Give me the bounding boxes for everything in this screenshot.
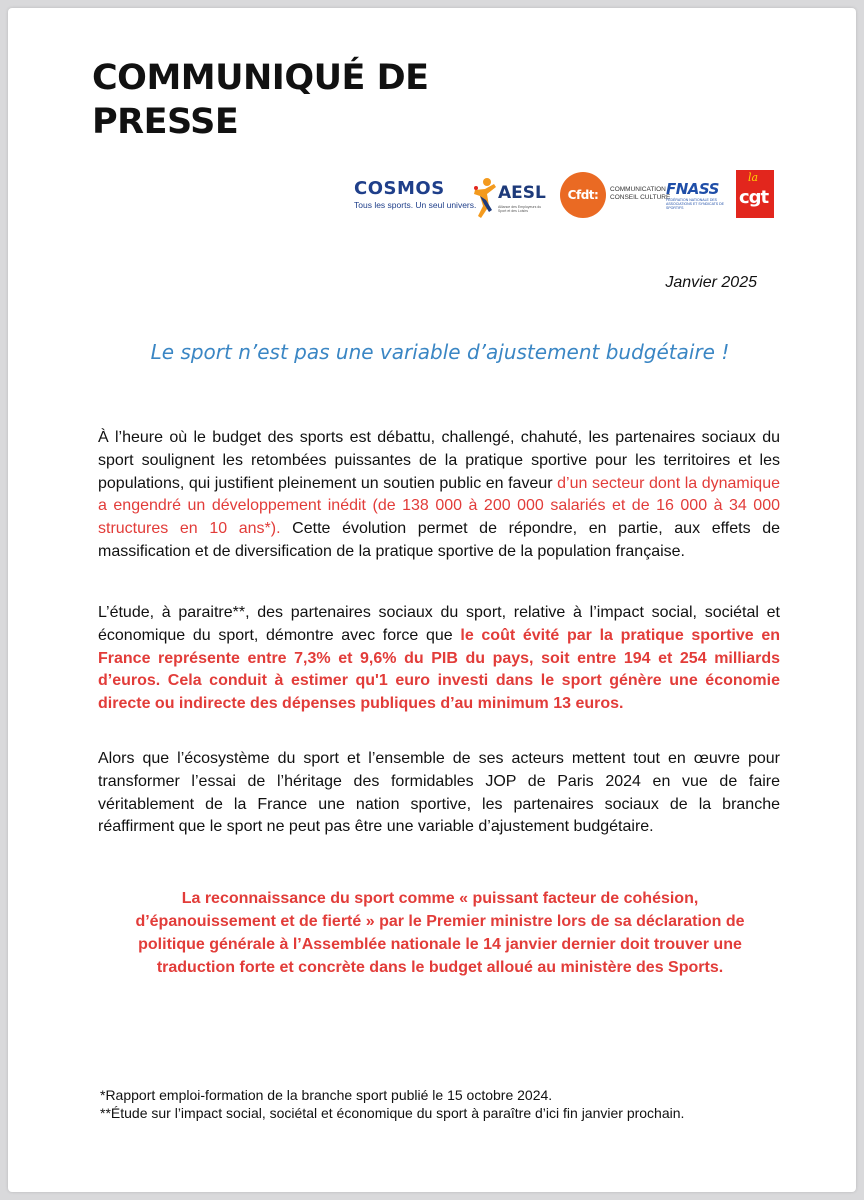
callout-line-3: politique générale à l’Assemblée nationale le 14 janvier dernier doit trouver une <box>138 936 742 953</box>
paragraph-1-text: À l’heure où le budget des sports est débattu, challengé, chahuté, les partenaires sociaux du sport soulignent les retombées puissantes de la pratique sportive pour les territoires et les populations, qui justifient pleinement un soutien public en faveur <box>98 429 780 492</box>
cosmos-logo-tagline: Tous les sports. Un seul univers. <box>354 200 477 210</box>
paragraph-2 <box>98 602 780 716</box>
cfdt-logo-text <box>610 186 670 202</box>
headline: Le sport n’est pas une variable d’ajustement budgétaire ! <box>150 340 730 364</box>
footnote-2: **Étude sur l’impact social, sociétal et économique du sport à paraître d’ici fin janvier prochain. <box>100 1105 685 1121</box>
aesl-logo-subtitle: Alliance des Employeurs du Sport et des Loisirs <box>498 205 542 213</box>
cgt-logo-name: cgt <box>739 187 769 208</box>
cgt-logo-la: la <box>748 171 759 184</box>
paragraph-1 <box>98 427 780 564</box>
partner-logos <box>354 168 774 228</box>
title-line-1: COMMUNIQUÉ DE <box>92 58 429 98</box>
press-release-date: Janvier 2025 <box>665 274 757 291</box>
callout-line-2: d’épanouissement et de fierté » par le Premier ministre lors de sa déclaration de <box>135 913 745 930</box>
footnote-1: *Rapport emploi-formation de la branche sport publié le 15 octobre 2024. <box>100 1087 553 1103</box>
paragraph-3: Alors que l’écosystème du sport et l’ensemble de ses acteurs mettent tout en œuvre pour transformer l’essai de l’héritage des formidables JOP de Paris 2024 en vue de faire véritablement de la France une nation sportive, les partenaires sociaux de la branche réaffirment que le sport ne peut pas être une variable d’ajustement budgétaire. <box>98 750 780 836</box>
paragraph-2-highlight: le coût évité par la pratique sportive en France représente entre 7,3% et 9,6% du PIB du pays, soit entre 194 et 254 milliards d’euros. Cela conduit à estimer qu'1 euro investi dans le sport génère une économie directe ou indirecte des dépenses publiques d’au minimum 13 euros. <box>98 626 780 713</box>
fnass-logo <box>666 180 732 210</box>
footnotes <box>100 1086 800 1122</box>
cfdt-logo <box>560 172 670 222</box>
cgt-logo <box>736 170 774 218</box>
title-line-2: PRESSE <box>92 102 239 142</box>
cfdt-logo-line-2: CONSEIL CULTURE <box>610 194 671 201</box>
paragraph-1-highlight: d’un secteur dont la dynamique a engendré un développement inédit (de 138 000 à 200 000 salariés et de 16 000 à 34 000 structures en 10 ans*). <box>98 474 780 538</box>
callout-statement <box>98 887 782 979</box>
cfdt-logo-line-1: COMMUNICATION <box>610 186 666 193</box>
page-title <box>92 56 592 144</box>
callout-line-4: traduction forte et concrète dans le budget alloué au ministère des Sports. <box>156 959 724 976</box>
aesl-logo <box>472 176 552 220</box>
paragraph-1-text-end: Cette évolution permet de répondre, en partie, aux effets de massification et de diversification de la pratique sportive de la population française. <box>98 520 781 560</box>
document-page <box>8 8 856 1192</box>
aesl-logo-name: AESL <box>498 183 546 203</box>
fnass-logo-name: FNASS <box>666 180 719 198</box>
cosmos-logo-name: COSMOS <box>354 178 445 199</box>
aesl-figure-icon <box>472 176 498 220</box>
callout-line-1: La reconnaissance du sport comme « puissant facteur de cohésion, <box>181 890 699 907</box>
cfdt-logo-name: Cfdt: <box>560 172 606 218</box>
fnass-logo-subtitle: FÉDÉRATION NATIONALE DES ASSOCIATIONS ET SYNDICATS DE SPORTIFS <box>666 198 724 210</box>
paragraph-2-text: L’étude, à paraitre**, des partenaires sociaux du sport, relative à l’impact social, sociétal et économique du sport, démontre avec force que <box>98 604 780 644</box>
cosmos-logo <box>354 178 477 210</box>
